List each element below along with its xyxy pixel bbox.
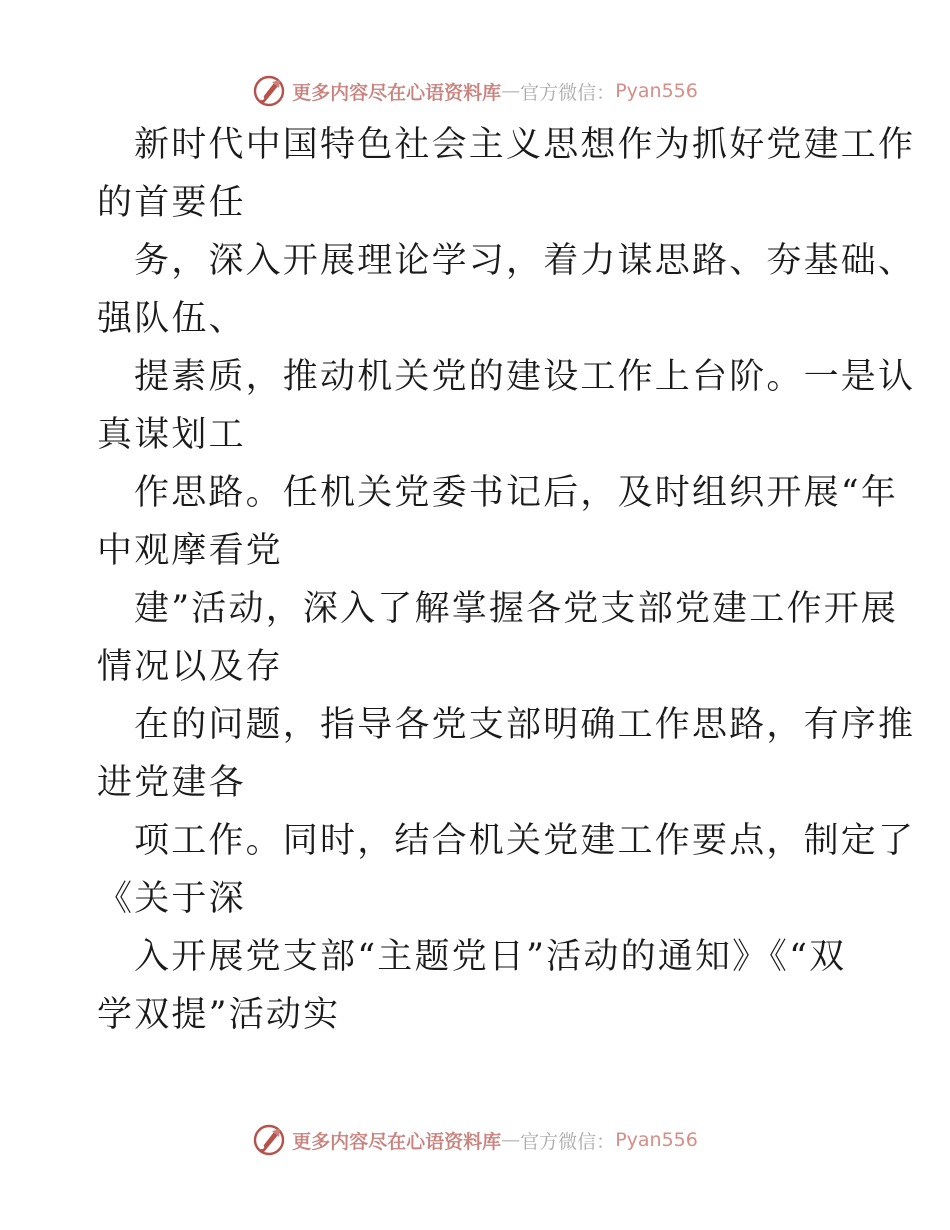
watermark-sub-text: 官方微信： — [520, 81, 616, 104]
pen-quill-logo-icon — [252, 74, 286, 108]
paragraph-line: 《关于深 — [97, 879, 246, 919]
footer-watermark — [0, 1120, 950, 1160]
paragraph-line: 在的问题，指导各党支部明确工作思路，有序推 — [134, 705, 916, 745]
paragraph-line: 强队伍、 — [97, 299, 246, 339]
watermark-sub-text: 官方微信： — [520, 1130, 616, 1153]
pen-quill-logo-icon — [252, 1123, 286, 1157]
paragraph-line: 真谋划工 — [97, 415, 246, 455]
watermark-main-text: 更多内容尽在心语资料库 — [292, 81, 502, 104]
paragraph-line: 建”活动，深入了解掌握各党支部党建工作开展 — [134, 589, 899, 629]
watermark-wechat-id: Pyan556 — [615, 1129, 698, 1151]
paragraph-line: 情况以及存 — [97, 647, 284, 687]
paragraph-line: 项工作。同时，结合机关党建工作要点，制定了 — [134, 821, 916, 861]
paragraph-line: 提素质，推动机关党的建设工作上台阶。一是认 — [134, 357, 916, 397]
paragraph-line: 学双提”活动实 — [97, 995, 341, 1035]
paragraph-line: 务，深入开展理论学习，着力谋思路、夯基础、 — [134, 241, 916, 281]
watermark-main-text: 更多内容尽在心语资料库 — [292, 1130, 502, 1153]
paragraph-line: 新时代中国特色社会主义思想作为抓好党建工作 — [134, 125, 916, 165]
paragraph-line: 的首要任 — [97, 183, 246, 223]
paragraph-line: 入开展党支部“主题党日”活动的通知》《“双 — [134, 937, 847, 977]
paragraph-line: 进党建各 — [97, 763, 246, 803]
watermark-separator: — — [501, 80, 521, 102]
watermark-separator: — — [501, 1129, 521, 1151]
header-watermark — [0, 71, 950, 111]
paragraph-line: 中观摩看党 — [97, 531, 284, 571]
paragraph-line: 作思路。任机关党委书记后，及时组织开展“年 — [134, 473, 899, 513]
watermark-wechat-id: Pyan556 — [615, 80, 698, 102]
document-body — [97, 116, 916, 1044]
